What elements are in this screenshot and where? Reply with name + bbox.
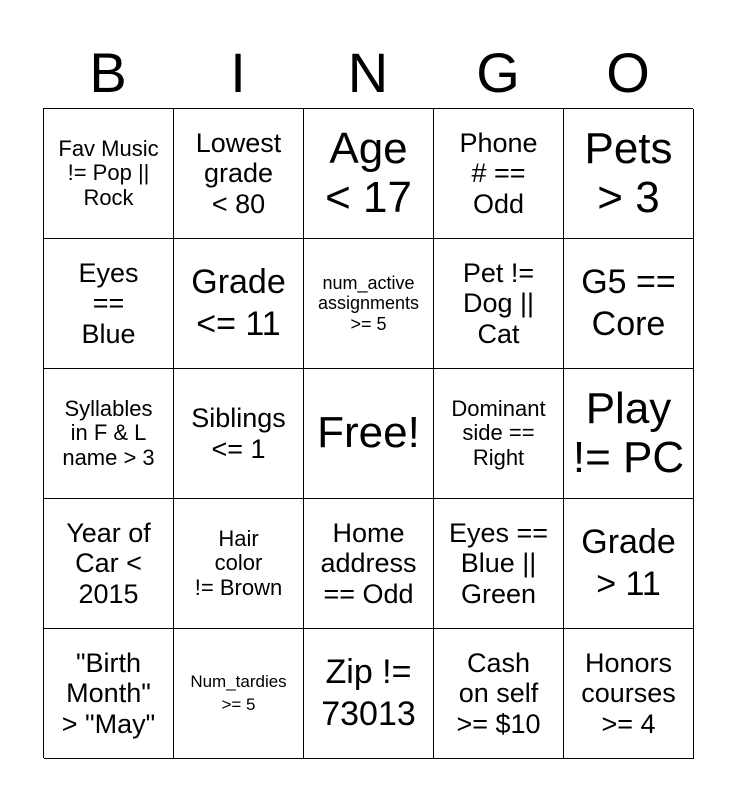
bingo-cell[interactable]: Syllables in F & L name > 3 — [44, 369, 174, 499]
bingo-cell[interactable]: Honors courses >= 4 — [564, 629, 694, 759]
bingo-cell[interactable]: Num_tardies >= 5 — [174, 629, 304, 759]
bingo-header — [43, 38, 693, 108]
bingo-cell[interactable]: Siblings <= 1 — [174, 369, 304, 499]
bingo-cell[interactable]: Play != PC — [564, 369, 694, 499]
bingo-cell[interactable]: Fav Music != Pop || Rock — [44, 109, 174, 239]
bingo-cell[interactable]: Grade > 11 — [564, 499, 694, 629]
bingo-cell[interactable]: Pets > 3 — [564, 109, 694, 239]
header-letter-g: G — [476, 41, 520, 104]
bingo-cell[interactable]: G5 == Core — [564, 239, 694, 369]
bingo-cell[interactable]: Eyes == Blue || Green — [434, 499, 564, 629]
bingo-cell[interactable]: num_active assignments >= 5 — [304, 239, 434, 369]
bingo-cell[interactable]: Eyes == Blue — [44, 239, 174, 369]
bingo-cell[interactable]: Home address == Odd — [304, 499, 434, 629]
bingo-cell[interactable]: Grade <= 11 — [174, 239, 304, 369]
header-letter-n: N — [347, 41, 389, 104]
bingo-cell[interactable]: Lowest grade < 80 — [174, 109, 304, 239]
bingo-board — [43, 108, 693, 758]
bingo-cell[interactable]: Zip != 73013 — [304, 629, 434, 759]
header-letter-o: O — [606, 41, 650, 104]
bingo-cell[interactable]: "Birth Month" > "May" — [44, 629, 174, 759]
bingo-cell[interactable]: Pet != Dog || Cat — [434, 239, 564, 369]
header-letter-b: B — [89, 41, 127, 104]
bingo-cell[interactable]: Dominant side == Right — [434, 369, 564, 499]
bingo-cell[interactable]: Phone # == Odd — [434, 109, 564, 239]
bingo-cell[interactable]: Age < 17 — [304, 109, 434, 239]
bingo-cell[interactable]: Cash on self >= $10 — [434, 629, 564, 759]
bingo-cell[interactable]: Hair color != Brown — [174, 499, 304, 629]
header-letter-i: I — [230, 41, 246, 104]
bingo-cell[interactable]: Year of Car < 2015 — [44, 499, 174, 629]
free-space[interactable]: Free! — [304, 369, 434, 499]
